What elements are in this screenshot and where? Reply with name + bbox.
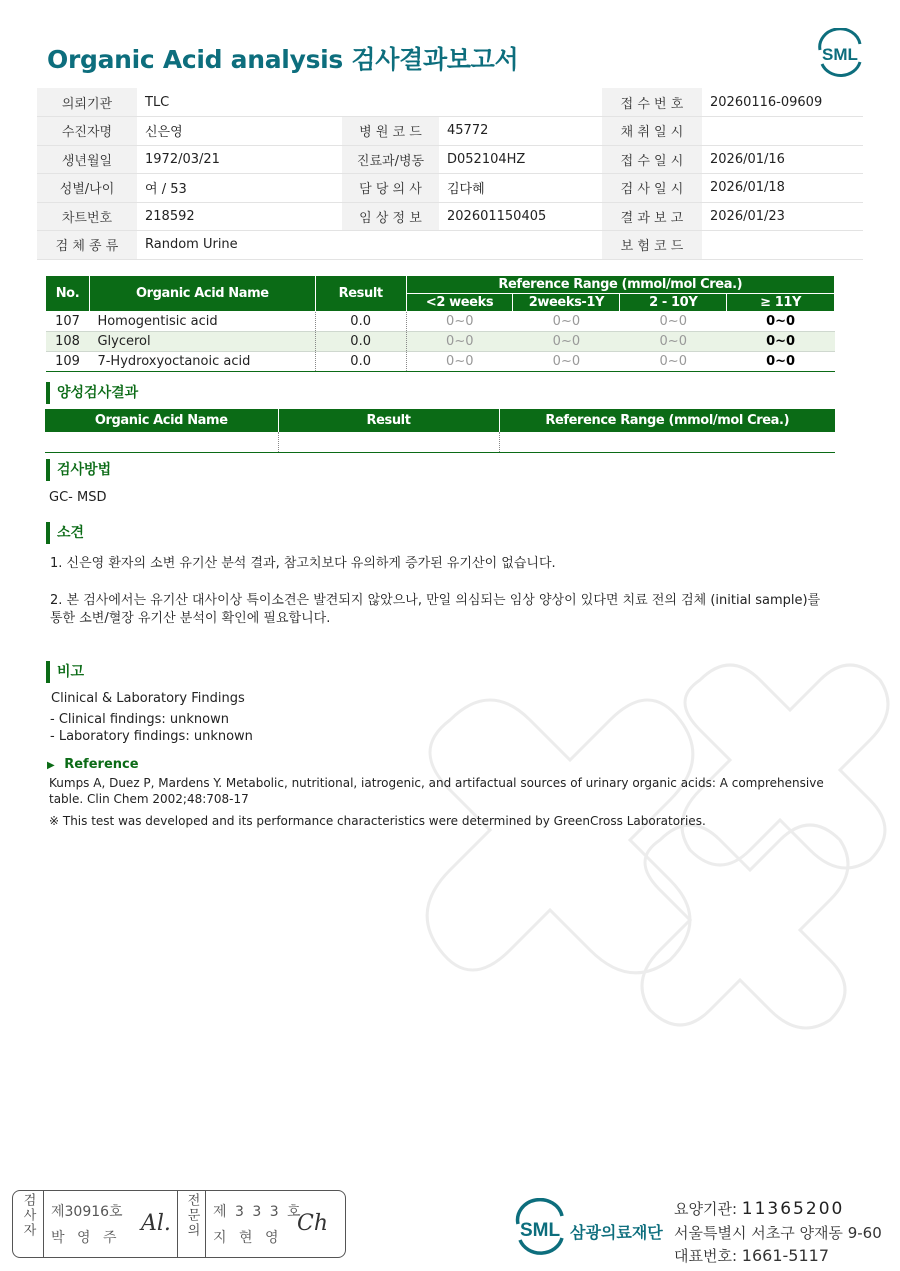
patient-info-table: [37, 88, 863, 260]
info-value: 2026/01/16: [702, 145, 863, 174]
table-row: [46, 352, 835, 372]
sml-footer-logo-icon: [510, 1198, 570, 1256]
info-value: 20260116-09609: [702, 88, 863, 117]
header-no: No.: [46, 276, 90, 312]
agency-code-line: [674, 1198, 844, 1219]
positive-empty-row: [45, 432, 835, 452]
examiner-label-char: 검사자: [20, 1193, 36, 1238]
positive-results-table: [45, 409, 835, 453]
info-value: 45772: [439, 117, 602, 146]
reference-heading: [47, 757, 139, 772]
patient-info-row: [37, 145, 863, 174]
phone-line: [674, 1245, 829, 1266]
sml-logo-text: SML: [822, 45, 858, 64]
remarks-clinical-findings: - Clinical findings: unknown: [50, 712, 229, 727]
info-label: 의뢰기관: [37, 88, 137, 117]
info-label: [342, 231, 439, 260]
foundation-name: 삼광의료재단: [570, 1223, 663, 1242]
reference-citation-line-2: table. Clin Chem 2002;48:708-17: [49, 792, 249, 806]
opinion-line-2a: 2. 본 검사에서는 유기산 대사이상 특이소견은 발견되지 않았으나, 만일 의심되는 임상 양상이 있다면 치료 전의 검체 (initial sample)를: [50, 593, 821, 608]
header-range-under-2-weeks: <2 weeks: [406, 294, 513, 312]
method-heading: 검사방법: [46, 459, 111, 481]
info-value: Random Urine: [137, 231, 342, 260]
remarks-heading: 비고: [46, 661, 84, 683]
header-range-11y-plus: ≥ 11Y: [727, 294, 835, 312]
specialist-label-char: 전문의: [184, 1193, 200, 1238]
positive-results-heading: 양성검사결과: [46, 382, 138, 404]
specialist-signature: Ch: [297, 1211, 329, 1236]
examiner-license: 제30916호: [51, 1204, 123, 1220]
row-number: 108: [46, 332, 90, 352]
reference-range-value: 0~0: [620, 352, 727, 372]
reference-range-value: 0~0: [513, 352, 620, 372]
info-value: D052104HZ: [439, 145, 602, 174]
info-label: 진료과/병동: [342, 145, 439, 174]
opinion-line-1: 1. 신은영 환자의 소변 유기산 분석 결과, 참고치보다 유의하게 증가된 유기산이 없습니다.: [50, 556, 556, 571]
sml-logo-icon: [812, 28, 868, 78]
examiner-name: 박 영 주: [51, 1230, 121, 1246]
signature-box: [12, 1190, 346, 1258]
results-table: [45, 275, 835, 372]
info-label: 채 취 일 시: [602, 117, 702, 146]
info-value: [702, 117, 863, 146]
info-value: 1972/03/21: [137, 145, 342, 174]
info-label: 병 원 코 드: [342, 117, 439, 146]
header-reference-range: Reference Range (mmol/mol Crea.): [406, 276, 834, 294]
table-row: [46, 312, 835, 332]
info-label: 성별/나이: [37, 174, 137, 203]
watermark-cross-icon: [380, 640, 900, 1100]
specialist-vertical-label: [179, 1191, 205, 1257]
info-value: [702, 231, 863, 260]
report-title: Organic Acid analysis 검사결과보고서: [47, 45, 519, 74]
sml-footer-logo-text: SML: [519, 1220, 561, 1241]
info-label: [342, 88, 439, 117]
phone-label: 대표번호:: [674, 1247, 738, 1265]
reference-range-value: 0~0: [620, 332, 727, 352]
info-label: 검 체 종 류: [37, 231, 137, 260]
positive-header-reference: Reference Range (mmol/mol Crea.): [499, 409, 835, 432]
info-value: 202601150405: [439, 202, 602, 231]
result-value: 0.0: [315, 332, 406, 352]
remarks-laboratory-findings: - Laboratory findings: unknown: [50, 729, 253, 744]
phone-number: 1661-5117: [741, 1246, 830, 1265]
info-label: 차트번호: [37, 202, 137, 231]
result-value: 0.0: [315, 312, 406, 332]
organic-acid-name: 7-Hydroxyoctanoic acid: [89, 352, 315, 372]
method-value: GC- MSD: [49, 490, 107, 505]
patient-info-row: [37, 231, 863, 260]
patient-info-row: [37, 88, 863, 117]
reference-range-value: 0~0: [727, 312, 835, 332]
info-label: 담 당 의 사: [342, 174, 439, 203]
header-range-2weeks-1y: 2weeks-1Y: [513, 294, 620, 312]
info-value: 김다혜: [439, 174, 602, 203]
info-label: 접 수 번 호: [602, 88, 702, 117]
info-label: 임 상 정 보: [342, 202, 439, 231]
patient-info-row: [37, 117, 863, 146]
reference-range-value: 0~0: [406, 352, 513, 372]
info-value: 여 / 53: [137, 174, 342, 203]
reference-range-value: 0~0: [620, 312, 727, 332]
info-value: [439, 88, 602, 117]
triangle-bullet-icon: ▶: [47, 760, 55, 771]
reference-range-value: 0~0: [406, 312, 513, 332]
opinion-heading: 소견: [46, 522, 84, 544]
header-result: Result: [315, 276, 406, 312]
patient-info-row: [37, 202, 863, 231]
patient-info-row: [37, 174, 863, 203]
row-number: 107: [46, 312, 90, 332]
organic-acid-name: Homogentisic acid: [89, 312, 315, 332]
footer-address: 서울특별시 서초구 양재동 9-60: [674, 1224, 882, 1242]
reference-range-value: 0~0: [406, 332, 513, 352]
agency-code: 11365200: [741, 1199, 845, 1219]
info-label: 접 수 일 시: [602, 145, 702, 174]
organic-acid-name: Glycerol: [89, 332, 315, 352]
result-value: 0.0: [315, 352, 406, 372]
reference-range-value: 0~0: [513, 332, 620, 352]
info-value: 2026/01/23: [702, 202, 863, 231]
examiner-signature: Al.: [141, 1211, 171, 1236]
info-value: 218592: [137, 202, 342, 231]
info-value: 2026/01/18: [702, 174, 863, 203]
reference-range-value: 0~0: [513, 312, 620, 332]
agency-code-label: 요양기관:: [674, 1200, 738, 1218]
remarks-findings-heading: Clinical & Laboratory Findings: [51, 691, 245, 706]
examiner-vertical-label: [15, 1191, 41, 1257]
row-number: 109: [46, 352, 90, 372]
table-row: [46, 332, 835, 352]
reference-range-value: 0~0: [727, 332, 835, 352]
test-development-note: ※ This test was developed and its performance characteristics were determined by GreenCross Laboratories.: [49, 814, 706, 828]
info-value: 신은영: [137, 117, 342, 146]
info-value: [439, 231, 602, 260]
specialist-name: 지 현 영: [213, 1230, 283, 1246]
info-label: 결 과 보 고: [602, 202, 702, 231]
positive-header-result: Result: [278, 409, 499, 432]
reference-title: Reference: [64, 757, 139, 772]
header-range-2-10y: 2 - 10Y: [620, 294, 727, 312]
info-value: TLC: [137, 88, 342, 117]
info-label: 생년월일: [37, 145, 137, 174]
positive-header-name: Organic Acid Name: [45, 409, 278, 432]
opinion-line-2b: 통한 소변/혈장 유기산 분석이 확인에 필요합니다.: [50, 611, 331, 626]
specialist-license: 제 3 3 3 호: [213, 1204, 303, 1220]
reference-citation-line-1: Kumps A, Duez P, Mardens Y. Metabolic, nutritional, iatrogenic, and artifactual sources of urinary organic acids: A comprehensive: [49, 776, 824, 790]
header-organic-acid-name: Organic Acid Name: [89, 276, 315, 312]
reference-range-value: 0~0: [727, 352, 835, 372]
info-label: 검 사 일 시: [602, 174, 702, 203]
info-label: 수진자명: [37, 117, 137, 146]
info-label: 보 험 코 드: [602, 231, 702, 260]
